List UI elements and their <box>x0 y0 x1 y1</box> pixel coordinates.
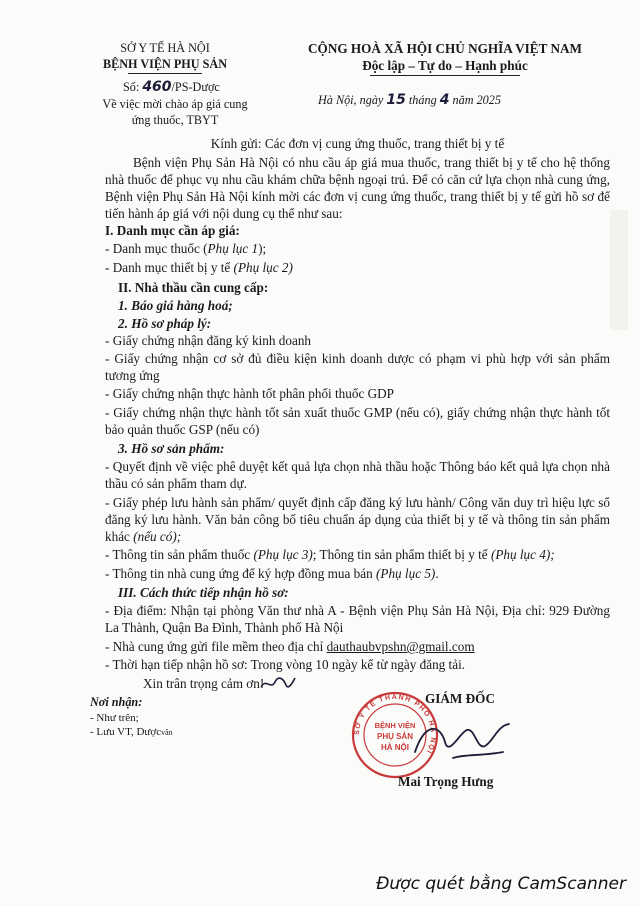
camscanner-watermark: Được quét bằng CamScanner <box>376 874 626 894</box>
section-3-title: III. Cách thức tiếp nhận hồ sơ: <box>118 585 289 600</box>
scan-shadow <box>610 210 628 330</box>
legal-item: - Giấy chứng nhận cơ sở đủ điều kiện kinh doanh dược có phạm vi phù hợp với sản phẩm tương ứng <box>105 351 610 383</box>
item-text: - Thông tin nhà cung ứng để ký hợp đồng mua bán <box>105 566 376 581</box>
clerk-initials: vân <box>161 728 173 737</box>
recipient-text: - Lưu VT, Dược <box>90 726 162 738</box>
date-day: 15 <box>386 92 406 108</box>
item-end: . <box>435 566 439 581</box>
stamp-ring-text: SỞ Y TẾ THÀNH PHỐ HÀ NỘI <box>353 693 437 756</box>
legal-item: - Giấy chứng nhận thực hành tốt sản xuất thuốc GMP (nếu có), giấy chứng nhận thực hành tốt bảo quản thuốc GSP (nếu có) <box>105 405 610 437</box>
number-suffix: /PS-Dược <box>171 80 220 94</box>
item-text: - Thông tin sản phẩm thuốc <box>105 547 254 562</box>
appendix-ref: (Phụ lục 4); <box>490 547 555 562</box>
number-prefix: Số: <box>123 80 140 94</box>
receipt-item: - Thời hạn tiếp nhận hồ sơ: Trong vòng 10 ngày kể từ ngày đăng tải. <box>105 657 466 672</box>
legal-item: - Giấy chứng nhận đăng ký kinh doanh <box>105 333 312 348</box>
appendix-ref: (Phụ lục 2) <box>233 260 293 275</box>
section-1-item-2 <box>105 259 293 276</box>
legal-item: - Giấy chứng nhận thực hành tốt phân phối thuốc GDP <box>105 386 394 401</box>
stamp-line-1: BỆNH VIỆN <box>374 721 416 730</box>
section-2-title: II. Nhà thầu cần cung cấp: <box>118 280 269 295</box>
email-link[interactable]: dauthaubvpshn@gmail.com <box>326 639 475 654</box>
recipient-item: - Như trên; <box>90 712 139 724</box>
initial-signature <box>258 672 298 694</box>
receipt-item <box>105 638 610 655</box>
motto-underline <box>370 75 520 76</box>
section-2-sub-3: 3. Hồ sơ sản phẩm: <box>118 441 225 456</box>
product-item <box>105 565 610 582</box>
stamp-line-3: HÀ NỘI <box>381 743 409 752</box>
section-2-sub-1: 1. Báo giá hàng hoá; <box>118 298 233 313</box>
recipient-item <box>90 725 173 740</box>
date-prefix: Hà Nội, ngày <box>318 93 384 107</box>
hospital-name: BỆNH VIỆN PHỤ SẢN <box>102 57 228 71</box>
item-text: - Giấy phép lưu hành sản phẩm/ quyết định cấp đăng ký lưu hành/ Công văn duy trì hiệu lực số đăng ký lưu hành. Văn bản công bố tiêu chuẩn áp dụng của thiết bị y tế và thông tin sản phẩm khác <box>105 495 610 544</box>
addressee: Kính gửi: Các đơn vị cung ứng thuốc, trang thiết bị y tế <box>210 136 505 151</box>
appendix-ref: (Phụ lục 5) <box>376 566 436 581</box>
director-name: Mai Trọng Hưng <box>398 774 494 789</box>
department-name: SỞ Y TẾ HÀ NỘI <box>120 41 210 55</box>
stamp-line-2: PHỤ SẢN <box>376 732 414 741</box>
product-item <box>105 494 610 545</box>
product-item <box>105 546 610 563</box>
recipients-title: Nơi nhận: <box>90 695 143 709</box>
subject-line-1: Về việc mời chào áp giá cung <box>102 97 248 111</box>
subject-line-2: ứng thuốc, TBYT <box>131 113 219 127</box>
date-month: 4 <box>439 92 450 108</box>
document-number <box>123 79 220 95</box>
appendix-ref: (Phụ lục 3) <box>253 547 313 562</box>
section-2-sub-2: 2. Hồ sơ pháp lý: <box>118 316 212 331</box>
intro-paragraph: Bệnh viện Phụ Sản Hà Nội có nhu cầu áp giá mua thuốc, trang thiết bị y tế cho hệ thống nhà thuốc để phục vụ nhu cầu khám chữa bệnh ngoại trú. Để có căn cứ lựa chọn nhà cung ứng, Bệnh viện Phụ Sản Hà Nội kính mời các đơn vị cung ứng thuốc, trang thiết bị y tế gửi hồ sơ để tiến hành áp giá với nội dung cụ thể như sau: <box>105 155 610 221</box>
appendix-ref: Phụ lục 1 <box>207 241 259 256</box>
item-text: - Danh mục thuốc ( <box>105 241 208 256</box>
item-text: - Danh mục thiết bị y tế <box>105 260 234 275</box>
item-note: (nếu có); <box>133 529 182 544</box>
item-end: ); <box>258 241 267 256</box>
national-title: CỘNG HOÀ XÃ HỘI CHỦ NGHĨA VIỆT NAM <box>308 41 582 56</box>
date-middle: tháng <box>408 93 437 107</box>
director-signature <box>405 712 525 772</box>
number-handwritten: 460 <box>142 79 172 95</box>
section-1-title: I. Danh mục cần áp giá: <box>105 223 240 238</box>
issue-date <box>318 92 501 108</box>
product-item: - Quyết định về việc phê duyệt kết quả lựa chọn nhà thầu hoặc Thông báo kết quả lựa chọn nhà thầu có sản phẩm tham dự. <box>105 459 610 491</box>
item-text: ; Thông tin sản phẩm thiết bị y tế <box>312 547 491 562</box>
national-motto: Độc lập – Tự do – Hạnh phúc <box>362 58 528 73</box>
section-1-item-1 <box>105 240 266 257</box>
receipt-item: - Địa điểm: Nhận tại phòng Văn thư nhà A - Bệnh viện Phụ Sản Hà Nội, Địa chỉ: 929 Đường La Thành, Quận Ba Đình, Thành phố Hà Nội <box>105 603 610 635</box>
director-title: GIÁM ĐỐC <box>425 691 495 706</box>
hospital-underline <box>128 73 202 74</box>
date-suffix: năm 2025 <box>452 93 501 107</box>
closing-text: Xin trân trọng cảm ơn! <box>143 676 265 691</box>
item-text: - Nhà cung ứng gửi file mềm theo địa chỉ <box>105 639 327 654</box>
